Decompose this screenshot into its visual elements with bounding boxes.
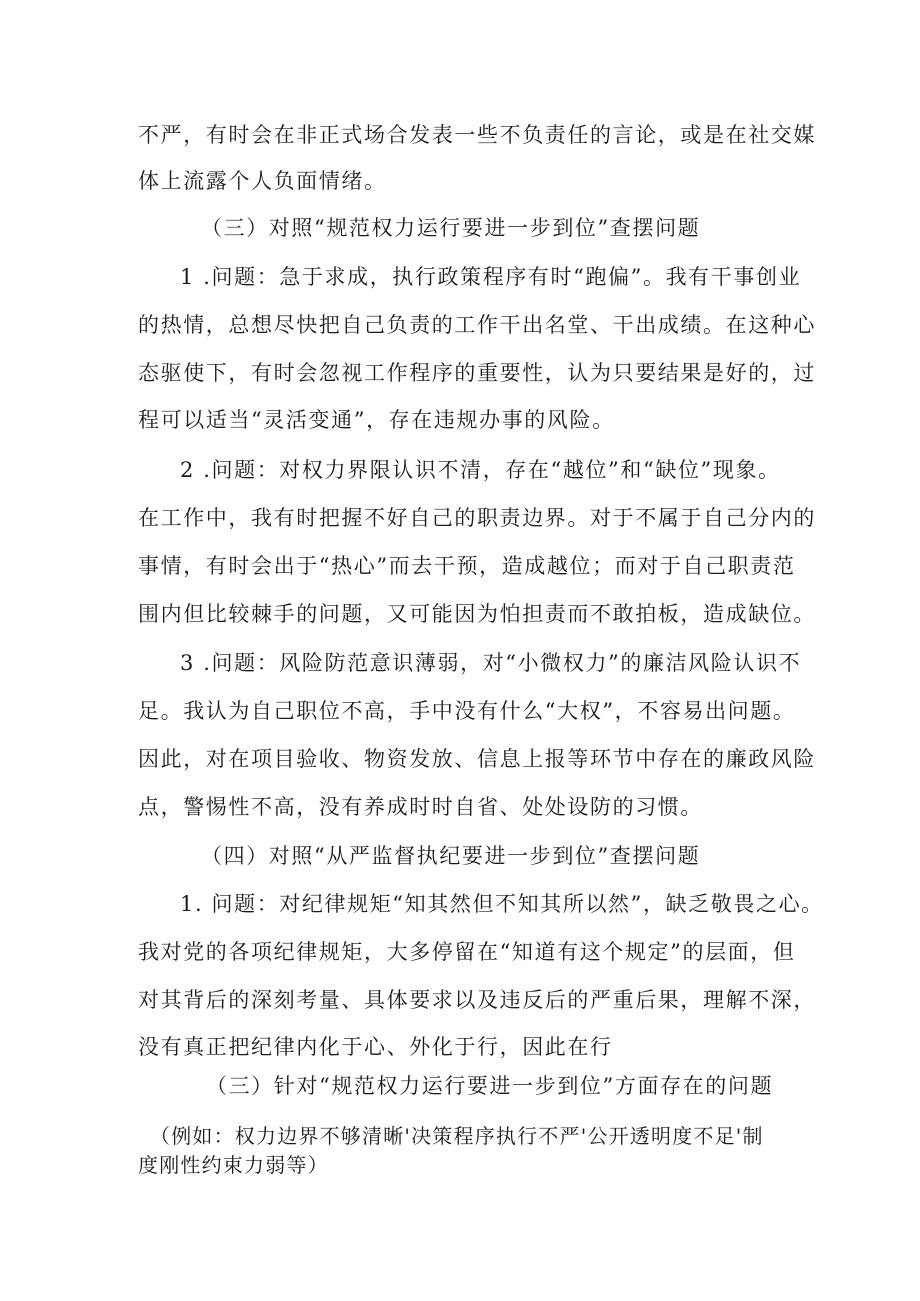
paragraph-line: 没有真正把纪律内化于心、外化于行，因此在行 xyxy=(138,1035,613,1059)
paragraph-line: 在工作中，我有时把握不好自己的职责边界。对于不属于自己分内的 xyxy=(138,506,816,530)
section-heading: （三）对照“规范权力运行要进一步到位”查摆问题 xyxy=(201,216,701,240)
paragraph-line: 2 .问题：对权力界限认识不清，存在“越位”和“缺位”现象。 xyxy=(180,458,781,482)
paragraph-line: 足。我认为自己职位不高，手中没有什么“大权”，不容易出问题。 xyxy=(138,699,796,723)
paragraph-line: 不严，有时会在非正式场合发表一些不负责任的言论，或是在社交媒 xyxy=(138,123,816,147)
paragraph-line: 的热情，总想尽快把自己负责的工作干出名堂、干出成绩。在这种心 xyxy=(138,313,816,337)
paragraph-line: 态驱使下，有时会忽视工作程序的重要性，认为只要结果是好的，过 xyxy=(138,361,816,385)
paragraph-line: 3 .问题：风险防范意识薄弱，对“小微权力”的廉洁风险认识不 xyxy=(180,651,802,675)
section-heading: （四）对照“从严监督执纪要进一步到位”查摆问题 xyxy=(201,844,701,868)
paragraph-line: 1. 问题：对纪律规矩“知其然但不知其所以然”，缺乏敬畏之心。 xyxy=(180,892,824,916)
example-note-line: （例如：权力边界不够清晰'决策程序执行不严'公开透明度不足'制 xyxy=(150,1124,764,1148)
paragraph-line: 1 .问题：急于求成，执行政策程序有时“跑偏”。我有干事创业 xyxy=(180,265,802,289)
paragraph-line: 体上流露个人负面情绪。 xyxy=(138,169,387,193)
paragraph-line: 围内但比较棘手的问题，又可能因为怕担责而不敢拍板，造成缺位。 xyxy=(138,602,816,626)
paragraph-line: 事情，有时会出于“热心”而去干预，造成越位；而对于自己职责范 xyxy=(138,554,796,578)
paragraph-line: 对其背后的深刻考量、具体要求以及违反后的严重后果，理解不深， xyxy=(138,988,816,1012)
paragraph-line: 点，警惕性不高，没有养成时时自省、处处设防的习惯。 xyxy=(138,795,703,819)
example-note-line: 度刚性约束力弱等） xyxy=(138,1153,329,1177)
paragraph-line: 因此，对在项目验收、物资发放、信息上报等环节中存在的廉政风险 xyxy=(138,747,816,771)
section-heading: （三）针对“规范权力运行要进一步到位”方面存在的问题 xyxy=(206,1074,774,1098)
paragraph-line: 我对党的各项纪律规矩，大多停留在“知道有这个规定”的层面，但 xyxy=(138,940,796,964)
paragraph-line: 程可以适当“灵活变通”，存在违规办事的风险。 xyxy=(138,408,615,432)
